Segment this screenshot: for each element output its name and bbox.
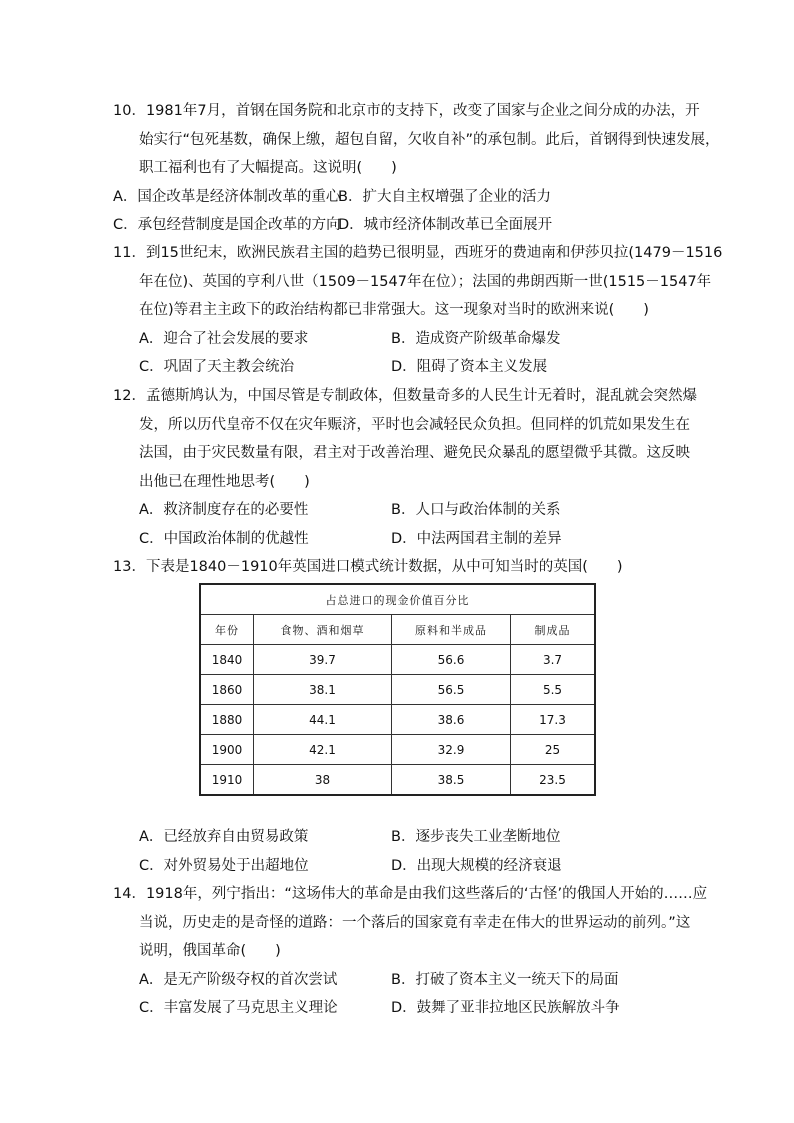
q13-option-a[interactable]: A．已经放弃自由贸易政策 [139,829,309,845]
q12-stem-line-2: 发，所以历代皇帝不仅在灾年赈济，平时也会减轻民众负担。但同样的饥荒如果发生在 [139,416,690,433]
q10-options-row-2 [113,211,688,240]
cell-manufactured: 5.5 [511,675,596,705]
cell-year: 1910 [200,765,254,796]
q14-stem-line-3: 说明，俄国革命( ) [139,943,281,959]
q14-options-row-2 [113,994,688,1023]
q10-stem-line-2: 始实行“包死基数，确保上缴，超包自留，欠收自补”的承包制。此后，首钢得到快速发展， [139,131,720,148]
question-10 [113,97,720,240]
q13-option-d[interactable]: D．出现大规模的经济衰退 [391,857,562,874]
q11-stem-line-3: 在位)等君主主政下的政治结构都已非常强大。这一现象对当时的欧洲来说( ) [139,302,649,318]
q13-option-c[interactable]: C．对外贸易处于出超地位 [139,857,309,874]
q13-options-row-2 [113,852,688,881]
q10-options-row-1 [113,183,688,212]
q12-options-row-2 [113,525,688,554]
q12-options-row-1 [113,496,688,525]
cell-food: 39.7 [254,645,392,675]
q12-option-c[interactable]: C．中国政治体制的优越性 [139,530,309,547]
cell-food: 44.1 [254,705,392,735]
q12-option-d[interactable]: D．中法两国君主制的差异 [391,530,562,547]
question-11 [113,239,723,382]
cell-manufactured: 25 [511,735,596,765]
table-caption: 占总进口的现金价值百分比 [200,584,595,615]
q14-option-c[interactable]: C．丰富发展了马克思主义理论 [139,1000,338,1016]
q14-stem-line-2: 当说，历史走的是奇怪的道路：一个落后的国家竟有幸走在伟大的世界运动的前列。”这 [139,914,691,931]
q11-option-a[interactable]: A．迎合了社会发展的要求 [139,330,309,347]
table-row [200,675,595,705]
question-12 [113,382,697,553]
q12-stem-line-4: 出他已在理性地思考( ) [139,473,310,490]
cell-year: 1900 [200,735,254,765]
cell-raw: 38.6 [392,705,511,735]
q14-option-a[interactable]: A．是无产阶级夺权的首次尝试 [139,971,338,988]
cell-year: 1880 [200,705,254,735]
q12-option-a[interactable]: A．救济制度存在的必要性 [139,502,309,518]
question-13 [113,553,688,582]
col-header-food: 食物、酒和烟草 [254,615,392,645]
cell-food: 42.1 [254,735,392,765]
q10-stem-line-1: 10．1981年7月，首钢在国务院和北京市的支持下，改变了国家与企业之间分成的办法，开 [113,103,700,119]
col-header-year: 年份 [200,615,254,645]
cell-raw: 56.5 [392,675,511,705]
cell-year: 1840 [200,645,254,675]
q10-stem-line-3: 职工福利也有了大幅提高。这说明( ) [139,160,397,176]
col-header-raw: 原料和半成品 [392,615,511,645]
question-14 [113,880,708,1023]
cell-raw: 56.6 [392,645,511,675]
q14-options-row-1 [113,966,688,995]
cell-food: 38.1 [254,675,392,705]
q13-stem-line-1: 13．下表是1840－1910年英国进口模式统计数据，从中可知当时的英国( ) [113,559,623,575]
cell-manufactured: 23.5 [511,765,596,796]
q11-options-row-2 [113,353,688,382]
q11-stem-line-1: 11．到15世纪末，欧洲民族君主国的趋势已很明显，西班牙的费迪南和伊莎贝拉(1479－1516 [113,245,723,261]
q14-stem-line-1: 14．1918年，列宁指出：“这场伟大的革命是由我们这些落后的‘古怪’的俄国人开始的……应 [113,886,708,902]
cell-year: 1860 [200,675,254,705]
q14-option-d[interactable]: D．鼓舞了亚非拉地区民族解放斗争 [391,1000,620,1016]
q10-option-d[interactable]: D．城市经济体制改革已全面展开 [338,217,553,233]
q10-option-b[interactable]: B．扩大自主权增强了企业的活力 [338,188,551,205]
q12-stem-line-1: 12．孟德斯鸠认为，中国尽管是专制政体，但数量奇多的人民生计无着时，混乱就会突然爆 [113,388,697,404]
cell-raw: 38.5 [392,765,511,796]
q11-option-b[interactable]: B．造成资产阶级革命爆发 [391,330,561,347]
q11-option-d[interactable]: D．阻碍了资本主义发展 [391,359,548,375]
cell-manufactured: 3.7 [511,645,596,675]
q11-stem-line-2: 年在位)、英国的亨利八世（1509－1547年在位）；法国的弗朗西斯一世(1515－1547年 [139,273,712,290]
q11-option-c[interactable]: C．巩固了天主教会统治 [139,359,295,375]
q12-option-b[interactable]: B．人口与政治体制的关系 [391,502,561,518]
q14-option-b[interactable]: B．打破了资本主义一统天下的局面 [391,971,619,988]
cell-food: 38 [254,765,392,796]
q11-options-row-1 [113,325,688,354]
q10-option-c[interactable]: C．承包经营制度是国企改革的方向 [113,217,341,233]
import-statistics-table [199,583,596,796]
question-13-options [113,823,688,880]
q10-option-a[interactable]: A．国企改革是经济体制改革的重心 [113,188,341,205]
table-row [200,765,595,796]
cell-manufactured: 17.3 [511,705,596,735]
table-row [200,705,595,735]
cell-raw: 32.9 [392,735,511,765]
table-row [200,645,595,675]
q12-stem-line-3: 法国，由于灾民数量有限，君主对于改善治理、避免民众暴乱的愿望微乎其微。这反映 [139,445,690,461]
table-row [200,735,595,765]
q13-options-row-1 [113,823,688,852]
col-header-manufactured: 制成品 [511,615,596,645]
q13-option-b[interactable]: B．逐步丧失工业垄断地位 [391,829,561,845]
